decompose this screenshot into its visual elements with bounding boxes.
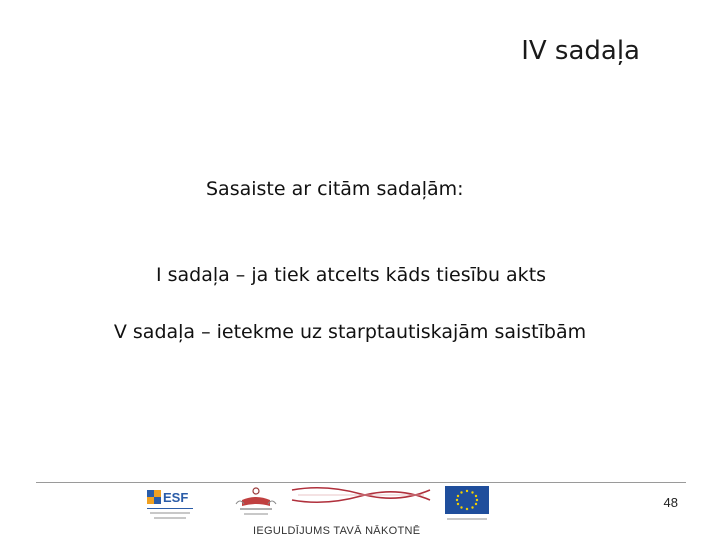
body-line-2: V sadaļa – ietekme uz starptautiskajām saistībām — [113, 321, 587, 343]
footer-divider — [36, 482, 686, 483]
footer-logos — [132, 486, 497, 526]
slide-title: IV sadaļa — [521, 36, 640, 66]
footer-motto: IEGULDĪJUMS TAVĀ NĀKOTNĒ — [253, 525, 421, 537]
body-line-1: I sadaļa – ja tiek atcelts kāds tiesību akts — [155, 264, 547, 286]
page-number: 48 — [663, 495, 678, 510]
slide-subtitle: Sasaiste ar citām sadaļām: — [206, 178, 464, 200]
svg-text:ESF: ESF — [163, 490, 189, 505]
coat-of-arms-icon — [230, 486, 282, 524]
fund-banner-icon — [290, 486, 432, 508]
eu-flag-icon — [445, 486, 489, 524]
esf-logo-icon — [144, 486, 198, 524]
